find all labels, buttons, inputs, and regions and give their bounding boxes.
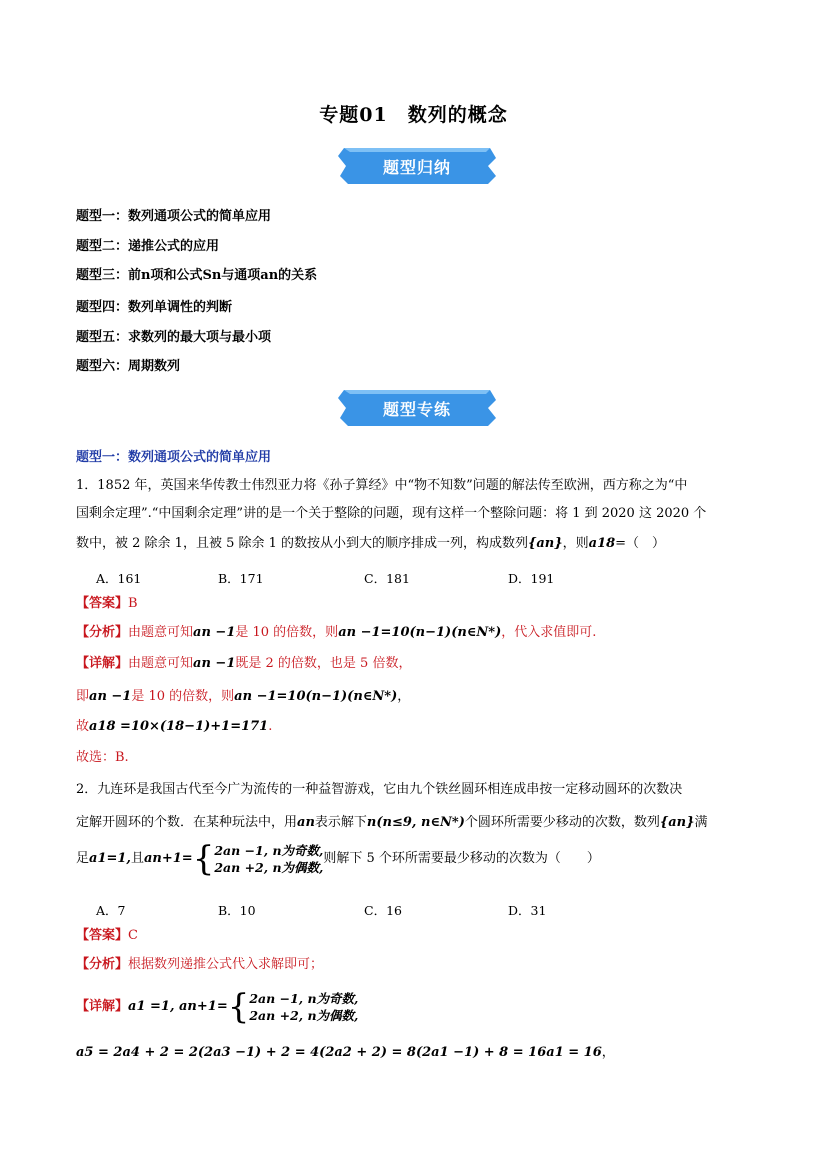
toc-item-5: 题型五：求数列的最大项与最小项: [76, 330, 272, 345]
q1-line-2: 国剩余定理”.“中国剩余定理”讲的是一个关于整除的问题，现有这样一个整除问题：将 1 到 2020 这 2020 个: [76, 506, 707, 521]
page-title: 专题01 数列的概念: [319, 104, 508, 126]
option-b: B．10: [218, 903, 256, 918]
option-c: C．181: [364, 571, 410, 586]
piecewise-cases: 2an −1, n为奇数, 2an +2, n为偶数,: [214, 843, 324, 875]
section-banner-practice: [338, 388, 496, 428]
option-a: A．161: [96, 571, 142, 586]
option-b: B．171: [218, 571, 264, 586]
term-symbol: a18: [588, 536, 616, 551]
q1-detail-1: 【详解】由题意可知an −1既是 2 的倍数，也是 5 倍数，: [76, 656, 412, 671]
q2-answer: 【答案】C: [76, 928, 138, 943]
q1-line-3: 数中，被 2 除余 1，且被 5 除余 1 的数按从小到大的顺序排成一列，构成数列{an}，则a18=（ ）: [76, 536, 666, 551]
banner-label: 题型归纳: [382, 158, 451, 177]
q2-detail-calc: a5 = 2a4 + 2 = 2(2a3 −1) + 2 = 4(2a2 + 2) = 8(2a1 −1) + 8 = 16a1 = 16，: [76, 1045, 615, 1060]
option-a: A．7: [96, 903, 126, 918]
sequence-symbol: {an}: [528, 536, 563, 551]
q1-detail-2: 即an −1是 10 的倍数，则an −1=10(n−1)(n∈N*)，: [76, 689, 411, 704]
q2-detail: 【详解】a1 =1, an+1={2an −1, n为奇数, 2an +2, n为偶数,: [76, 987, 359, 1027]
q2-line-3: 足a1=1,且an+1={2an −1, n为奇数, 2an +2, n为偶数,则解下 5 个环所需要最少移动的次数为（ ）: [76, 839, 600, 879]
option-c: C．16: [364, 903, 402, 918]
brace: {: [192, 839, 215, 879]
q2-line-1: 2．九连环是我国古代至今广为流传的一种益智游戏，它由九个铁丝圆环相连成串按一定移动圆环的次数决: [76, 782, 683, 797]
section-banner-summary: [338, 146, 496, 186]
q1-analysis: 【分析】由题意可知an −1是 10 的倍数，则an −1=10(n−1)(n∈N*)，代入求值即可.: [76, 625, 597, 640]
piecewise-cases: 2an −1, n为奇数, 2an +2, n为偶数,: [249, 991, 359, 1023]
q1-line-1: 1．1852 年，英国来华传教士伟烈亚力将《孙子算经》中“物不知数”问题的解法传至欧洲，西方称之为“中: [76, 478, 688, 493]
toc-item-2: 题型二：递推公式的应用: [76, 239, 220, 254]
section-heading: 题型一：数列通项公式的简单应用: [76, 450, 272, 465]
q1-final: 故选：B.: [76, 750, 129, 765]
q2-analysis: 【分析】根据数列递推公式代入求解即可；: [76, 957, 324, 972]
toc-item-3: 题型三：前n项和公式Sn与通项an的关系: [76, 268, 318, 283]
q1-detail-3: 故a18 =10×(18−1)+1=171.: [76, 719, 273, 734]
banner-label: 题型专练: [382, 400, 451, 419]
toc-item-1: 题型一：数列通项公式的简单应用: [76, 209, 272, 224]
q1-answer: 【答案】B: [76, 596, 138, 611]
option-d: D．31: [508, 903, 547, 918]
toc-item-6: 题型六：周期数列: [76, 359, 181, 374]
q2-line-2: 定解开圆环的个数．在某种玩法中，用an表示解下n(n≤9, n∈N*)个圆环所需要少移动的次数，数列{an}满: [76, 815, 708, 830]
brace: {: [227, 987, 250, 1027]
toc-item-4: 题型四：数列单调性的判断: [76, 300, 233, 315]
option-d: D．191: [508, 571, 555, 586]
